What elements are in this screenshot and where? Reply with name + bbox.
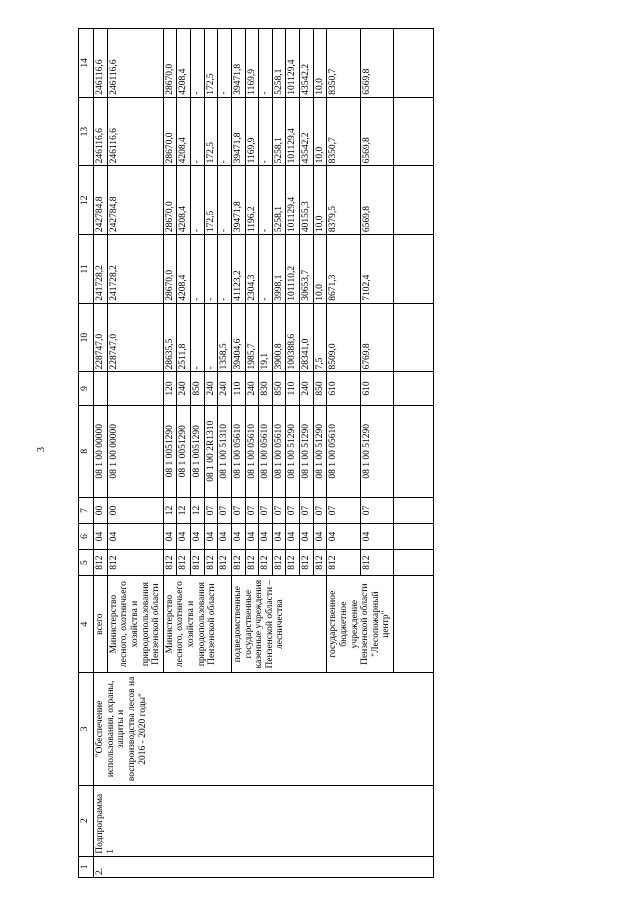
table-cell: 08 1 00 00000 [94,405,108,497]
table-cell: 10,0 [313,166,327,235]
table-cell: 08 1 00 51290 [286,405,300,497]
table-cell: 8350,7 [327,29,360,98]
table-cell: 04 [245,523,259,549]
column-header: 9 [79,372,94,405]
table-cell: 07 [360,497,393,523]
table-cell: 246116,6 [94,29,108,98]
executor-cell: государственное бюджетное учреждение Пензенской области "Лесопожарный центр" [327,576,394,673]
table-cell: 812 [313,550,327,576]
table-cell [107,372,163,405]
table-cell: 610 [327,372,360,405]
table-cell: 812 [163,550,177,576]
table-cell: 812 [107,550,163,576]
table-cell: 7102,4 [360,235,393,304]
table-cell: 04 [272,523,286,549]
table-cell: 812 [245,550,259,576]
table-cell: 04 [259,523,273,549]
table-cell: 4208,4 [177,97,191,166]
table-cell: 240 [204,372,218,405]
column-header: 13 [79,97,94,166]
table-cell: 8350,7 [327,97,360,166]
table-cell: 850 [272,372,286,405]
blank-cell [394,166,434,235]
column-header: 7 [79,497,94,523]
table-cell: 228747,0 [107,303,163,372]
page-number: 3 [36,447,47,452]
table-cell: 4208,4 [177,166,191,235]
table-cell: 8671,3 [327,235,360,304]
table-cell: 812 [177,550,191,576]
table-cell: 172,5 [204,166,218,235]
table-cell: 2511,8 [177,303,191,372]
table-cell: 120 [163,372,177,405]
table-cell: 08 1 0051290 [177,405,191,497]
table-cell: 101129,4 [286,29,300,98]
table-cell: 6569,8 [360,29,393,98]
table-cell: 110 [286,372,300,405]
table-cell: 04 [107,523,163,549]
table-cell: 04 [360,523,393,549]
table-cell: 10,0 [313,97,327,166]
table-cell: 5258,1 [272,166,286,235]
blank-cell [394,372,434,405]
executor-cell: Министерство лесного, охотничьего хозяйства и природопользования Пензенской области [107,576,163,673]
table-cell: 28670,0 [163,97,177,166]
table-cell: 812 [231,550,245,576]
table-cell: 04 [94,523,108,549]
table-cell: 07 [313,497,327,523]
table-cell: 812 [286,550,300,576]
table-body [94,29,434,878]
subprogram-title: "Обеспечение использования, охраны, защиты и воспроизводства лесов на 2016 - 2020 годы" [94,673,434,785]
table-cell: 12 [177,497,191,523]
table-cell: 41123,2 [231,235,245,304]
column-header: 3 [79,673,94,785]
column-header: 2 [79,785,94,856]
table-cell: 08 1 00 05610 [231,405,245,497]
executor-cell: Министерство лесного, охотничьего хозяйства и природопользования Пензенской области [163,576,231,673]
table-cell: 1985,7 [245,303,259,372]
table-cell: 07 [259,497,273,523]
table-cell: - [204,303,218,372]
table-cell: 04 [191,523,205,549]
table-cell: 1358,5 [218,303,232,372]
table-cell: 850 [313,372,327,405]
table-cell: 1169,9 [245,97,259,166]
table-cell: 28670,0 [163,166,177,235]
table-cell: 1169,9 [245,29,259,98]
column-header: 5 [79,550,94,576]
column-header: 1 [79,856,94,877]
table-cell: 4208,4 [177,235,191,304]
column-header: 4 [79,576,94,673]
table-cell: 812 [191,550,205,576]
table-cell: 07 [245,497,259,523]
item-number: 2. [94,856,434,877]
table-cell: 07 [231,497,245,523]
table-cell: 246116,6 [107,29,163,98]
table-cell: 172,5 [204,29,218,98]
table-cell: - [218,235,232,304]
table-cell: 812 [259,550,273,576]
column-header: 12 [79,166,94,235]
table-cell: 08 1 0051290 [191,405,205,497]
table-cell: 5258,1 [272,97,286,166]
table-cell: - [218,166,232,235]
table-cell: 07 [218,497,232,523]
subprogram-name: Подпрограмма 1 [94,785,434,856]
table-cell: 101110,2 [286,235,300,304]
blank-cell [394,523,434,549]
table-cell: 812 [327,550,360,576]
table-cell: 39404,6 [231,303,245,372]
table-cell: 08 1 00 51290 [300,405,314,497]
table-cell: 6569,8 [360,97,393,166]
table-cell: 08 1 00 05610 [327,405,360,497]
table-cell: 812 [204,550,218,576]
table-cell: - [259,166,273,235]
table-cell: 39471,8 [231,29,245,98]
table-cell: 39471,8 [231,166,245,235]
blank-cell [394,235,434,304]
table-cell: 00 [107,497,163,523]
column-header: 8 [79,405,94,497]
table-row [94,29,108,878]
table-cell: - [218,29,232,98]
table-cell: 812 [94,550,108,576]
table-cell: - [191,235,205,304]
table-cell: 28635,5 [163,303,177,372]
table-cell: 228747,0 [94,303,108,372]
table-cell: 850 [191,372,205,405]
table-cell: 242784,8 [107,166,163,235]
table-cell: 04 [327,523,360,549]
table-cell: 04 [286,523,300,549]
table-cell: 04 [177,523,191,549]
table-cell: 6569,8 [360,166,393,235]
table-cell: 28670,0 [163,235,177,304]
table-cell: 28341,0 [300,303,314,372]
table-cell [94,372,108,405]
table-cell: 08 1 00 2R1310 [204,405,218,497]
table-cell: 08 1 00 05610 [259,405,273,497]
table-cell: 30653,7 [300,235,314,304]
table-cell: 812 [360,550,393,576]
table-cell: 100388,6 [286,303,300,372]
table-cell: 1196,2 [245,166,259,235]
table-cell: 242784,8 [94,166,108,235]
table-cell: 04 [204,523,218,549]
table-cell: - [204,235,218,304]
table-cell: 240 [245,372,259,405]
table-cell: 8509,0 [327,303,360,372]
table-cell: - [191,97,205,166]
table-cell: 101129,4 [286,97,300,166]
blank-cell [394,497,434,523]
table-cell: 07 [204,497,218,523]
table-cell: 08 1 0051290 [163,405,177,497]
table-cell: 28670,0 [163,29,177,98]
blank-cell [394,576,434,673]
table-cell: 08 1 00 00000 [107,405,163,497]
table-cell: 07 [286,497,300,523]
table-cell: 241728,2 [107,235,163,304]
table-cell: 812 [272,550,286,576]
table-cell: 10,0 [313,29,327,98]
executor-cell: подведомственные государственные казенные учреждения Пензенской области – лесничества [231,576,326,673]
table-cell: - [259,29,273,98]
blank-cell [394,550,434,576]
table-cell: - [191,303,205,372]
column-header: 6 [79,523,94,549]
table-cell: - [191,29,205,98]
table-cell: 241728,2 [94,235,108,304]
table-cell: 172,5 [204,97,218,166]
table-cell: 4208,4 [177,29,191,98]
table-cell: 04 [163,523,177,549]
table-cell: 610 [360,372,393,405]
blank-cell [394,303,434,372]
table-cell: - [218,97,232,166]
table-cell: - [191,166,205,235]
table-cell: 240 [218,372,232,405]
blank-cell [394,29,434,98]
table-cell: 6769,8 [360,303,393,372]
rotated-table-wrapper [78,28,578,878]
table-cell: 12 [163,497,177,523]
table-cell: 110 [231,372,245,405]
table-cell: 5258,1 [272,29,286,98]
table-cell: 04 [218,523,232,549]
column-header: 10 [79,303,94,372]
blank-cell [394,405,434,497]
budget-table [78,28,434,878]
column-header: 11 [79,235,94,304]
blank-cell [394,97,434,166]
table-cell: 43542,2 [300,29,314,98]
table-cell: 812 [300,550,314,576]
table-cell: 3998,1 [272,235,286,304]
executor-cell: всего [94,576,108,673]
table-cell: 19,1 [259,303,273,372]
table-cell: 246116,6 [107,97,163,166]
table-cell: 240 [300,372,314,405]
table-cell: 40155,3 [300,166,314,235]
table-cell: 12 [191,497,205,523]
table-cell: 39471,8 [231,97,245,166]
table-cell: 7,5 [313,303,327,372]
column-header: 14 [79,29,94,98]
table-cell: 43542,2 [300,97,314,166]
table-cell: 08 1 00 51310 [218,405,232,497]
table-cell: 830 [259,372,273,405]
table-cell: 812 [218,550,232,576]
table-cell: 08 1 00 05610 [245,405,259,497]
table-cell: 2304,3 [245,235,259,304]
table-cell: 3900,8 [272,303,286,372]
table-cell: 07 [300,497,314,523]
table-cell: - [259,235,273,304]
table-cell: 04 [300,523,314,549]
table-cell: 8379,5 [327,166,360,235]
table-cell: 04 [313,523,327,549]
table-cell: 240 [177,372,191,405]
table-cell: 04 [231,523,245,549]
header-row [79,29,94,878]
table-cell: 07 [272,497,286,523]
table-cell: 07 [327,497,360,523]
table-cell: - [259,97,273,166]
table-cell: 08 1 00 51290 [360,405,393,497]
table-cell: 246116,6 [94,97,108,166]
table-cell: 101129,4 [286,166,300,235]
table-cell: 08 1 00 51290 [313,405,327,497]
table-cell: 08 1 00 05610 [272,405,286,497]
table-cell: 10,0 [313,235,327,304]
table-cell: 00 [94,497,108,523]
